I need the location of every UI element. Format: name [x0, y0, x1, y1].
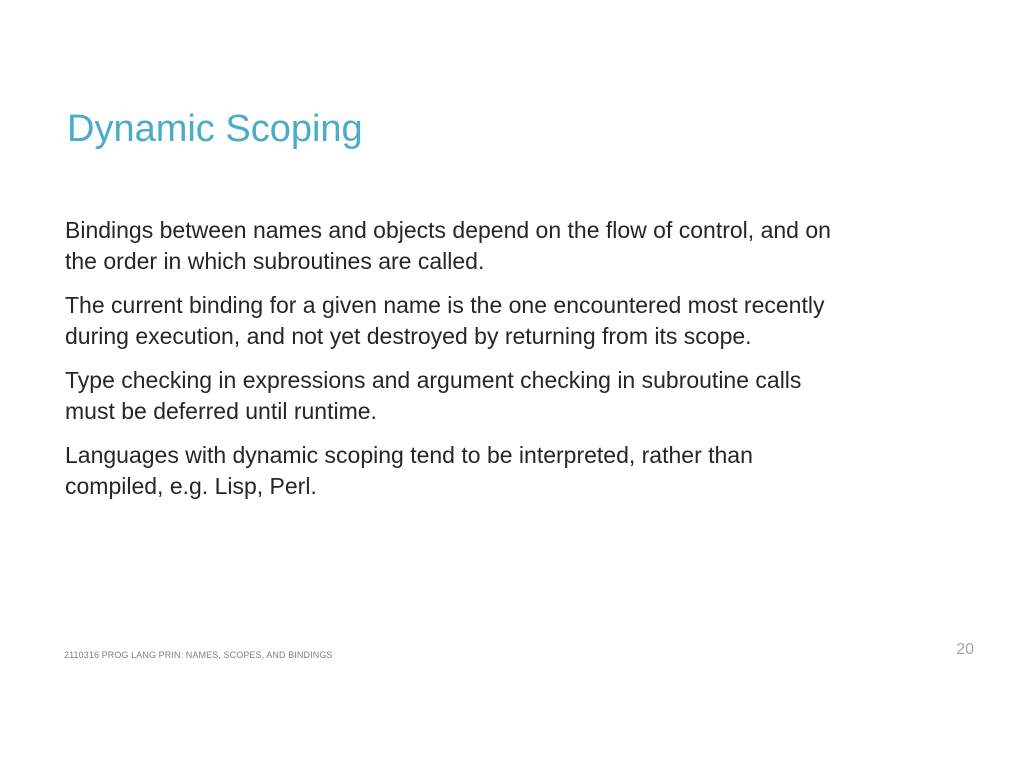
- paragraph-4: Languages with dynamic scoping tend to be interpreted, rather than compiled, e.g. Lisp, Perl.: [65, 442, 753, 499]
- paragraph-2: The current binding for a given name is the one encountered most recently during execution, and not yet destroyed by returning from its scope.: [65, 292, 825, 349]
- page-number: 20: [956, 641, 974, 658]
- slide-body: [65, 215, 945, 515]
- paragraph-3: Type checking in expressions and argument checking in subroutine calls must be deferred until runtime.: [65, 367, 802, 424]
- footer-text: 2110316 PROG LANG PRIN: NAMES, SCOPES, AND BINDINGS: [64, 650, 333, 660]
- slide-title: Dynamic Scoping: [67, 108, 363, 150]
- paragraph-1: Bindings between names and objects depend on the flow of control, and on the order in which subroutines are called.: [65, 217, 831, 274]
